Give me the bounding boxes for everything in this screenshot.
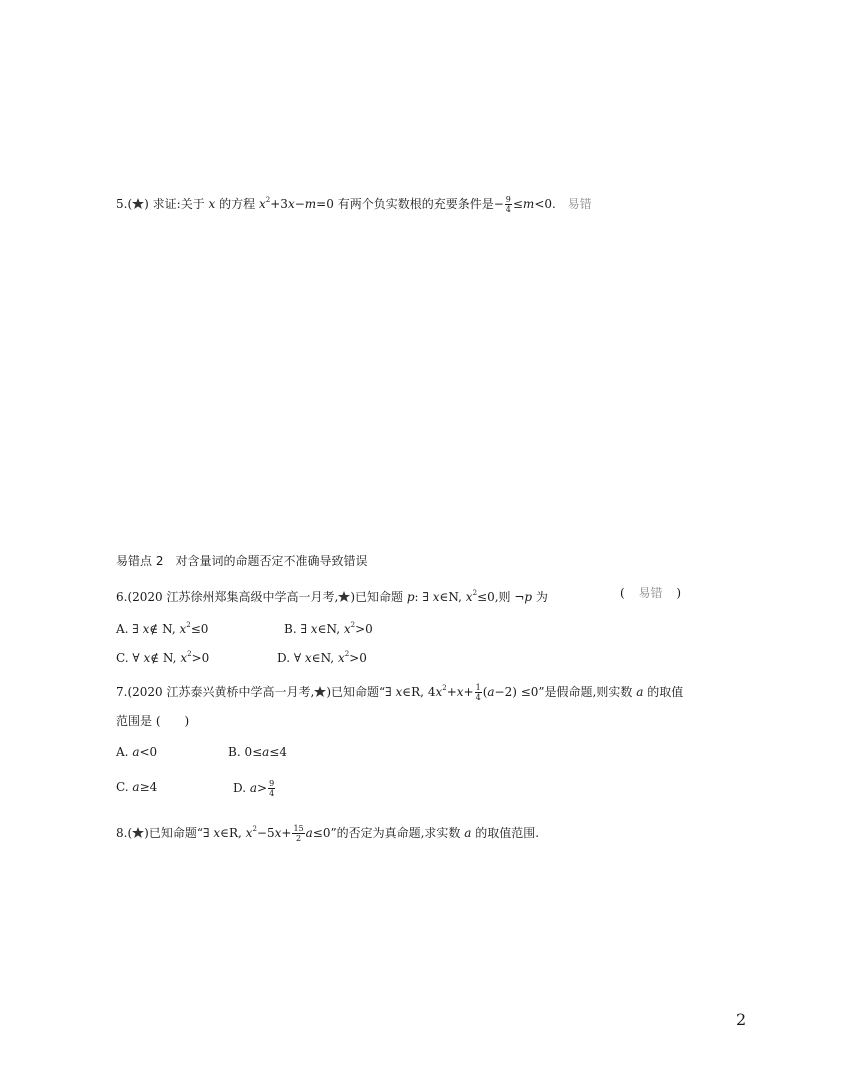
answer-bracket: ( 易错 ): [620, 586, 682, 600]
question-source: (2020 江苏泰兴黄桥中学高一月考,: [127, 685, 315, 699]
question-source: (2020 江苏徐州郑集高级中学高一月考,: [127, 590, 339, 604]
question-7-line-2: 范围是 ( ): [116, 714, 190, 728]
fraction: $\frac{15}{2}$: [293, 824, 304, 843]
option-d: D. a> $\frac{9}{4}$: [233, 779, 275, 798]
option-a: A. a<0: [116, 745, 158, 759]
difficulty-star-icon: [132, 198, 144, 209]
question-number: 5.: [116, 197, 128, 211]
difficulty-star-icon: [132, 827, 144, 838]
question-number: 7.: [116, 685, 128, 699]
difficulty-star-icon: [338, 591, 350, 602]
option-b: B. ∃ x∈N, $x^2>0$: [284, 621, 373, 636]
error-prone-tag: 易错: [638, 586, 663, 600]
error-prone-tag: 易错: [567, 197, 592, 211]
option-a: A. ∃ x∉ N, $x^2\le 0$: [116, 621, 209, 636]
difficulty-star-icon: [314, 686, 326, 697]
question-number: 6.: [116, 590, 128, 604]
question-5: 5.( ) 求证:关于 x 的方程 $x^2+3x-m=0$ 有两个负实数根的充要条件是− $\frac{9}{4}$ ≤m<0. 易错: [116, 195, 592, 214]
question-8: 8.( )已知命题“∃ x∈R, $x^2-5x+$ $\frac{15}{2}$ a≤0”的否定为真命题,求实数 a 的取值范围.: [116, 824, 540, 843]
page-number: 2: [736, 1010, 747, 1029]
fraction: $\frac{9}{4}$: [269, 779, 275, 798]
question-7: 7.(2020 江苏泰兴黄桥中学高一月考, )已知命题“∃ x∈R, $4x^2+x+$ $\frac{1}{4}$ (a−2) ≤0”是假命题,则实数 a 的取值: [116, 683, 684, 702]
question-6: 6.(2020 江苏徐州郑集高级中学高一月考, )已知命题 p: ∃ x∈N, $x^2\le 0$,则 ¬p 为: [116, 589, 548, 604]
option-d: D. ∀ x∈N, $x^2>0$: [277, 650, 367, 665]
option-c: C. ∀ x∉ N, $x^2>0$: [116, 650, 210, 665]
fraction: $\frac{1}{4}$: [475, 683, 481, 702]
option-c: C. a≥4: [116, 780, 158, 794]
fraction: $\frac{9}{4}$: [505, 195, 511, 214]
option-b: B. 0≤a≤4: [228, 745, 287, 759]
question-number: 8.: [116, 826, 128, 840]
section-heading: 易错点 2 对含量词的命题否定不准确导致错误: [116, 554, 368, 568]
